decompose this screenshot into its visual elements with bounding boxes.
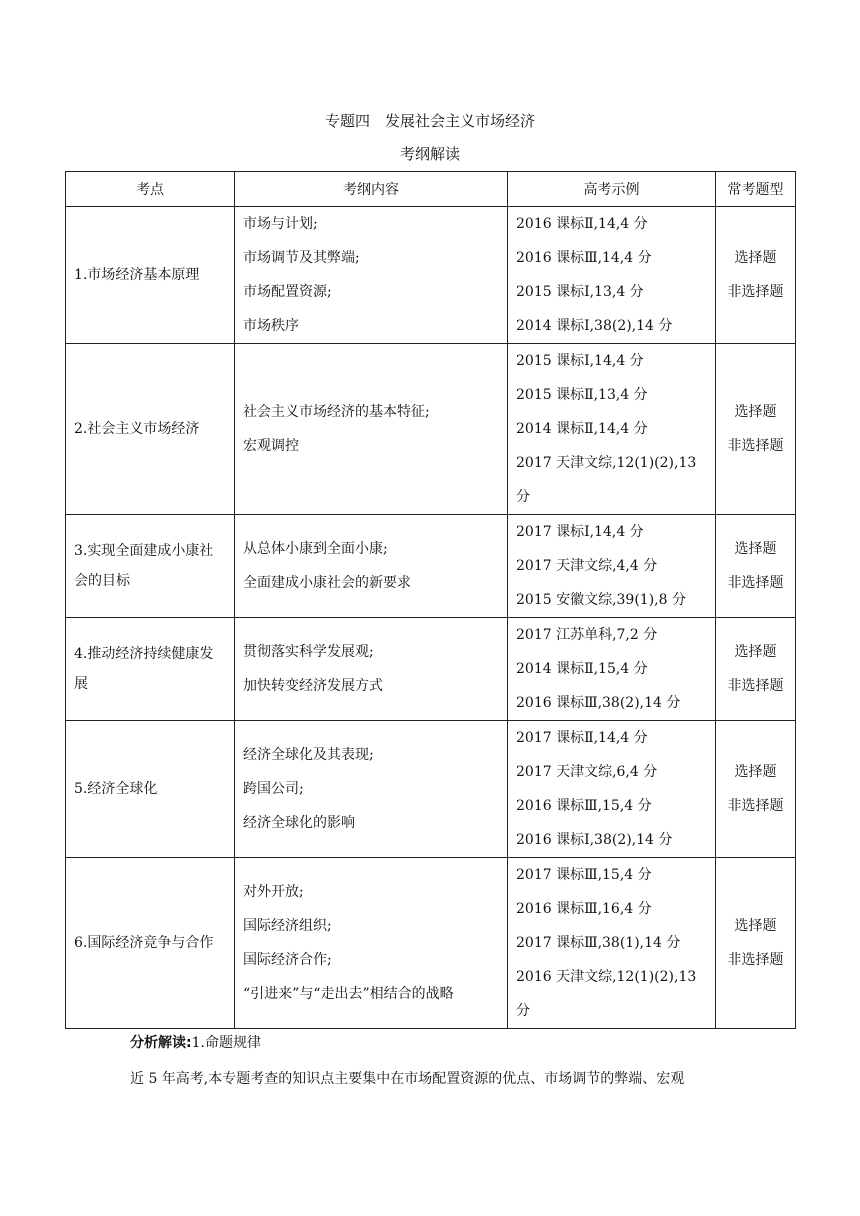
- content-line: 市场与计划;: [243, 216, 318, 232]
- table-row: [66, 344, 796, 515]
- question-type-cell: [716, 618, 796, 721]
- example-line: 2017 天津文综,4,4 分: [516, 558, 658, 574]
- exam-point-cell: 6.国际经济竞争与合作: [66, 858, 235, 1029]
- example-line: 2016 课标Ⅲ,14,4 分: [516, 250, 652, 266]
- section-subtitle: 考纲解读: [399, 145, 460, 163]
- example-line: 2015 课标Ⅰ,14,4 分: [516, 353, 644, 369]
- body-paragraph: 近 5 年高考,本专题考查的知识点主要集中在市场配置资源的优点、市场调节的弊端、宏观: [130, 1071, 685, 1087]
- question-type-line: 选择题: [734, 644, 777, 660]
- question-type-cell: [716, 515, 796, 618]
- example-line: 2015 课标Ⅱ,13,4 分: [516, 387, 648, 403]
- example-line: 2016 课标Ⅰ,38(2),14 分: [516, 832, 673, 848]
- outline-content-cell: [235, 618, 508, 721]
- question-type-line: 非选择题: [727, 438, 784, 454]
- exam-point-cell: 2.社会主义市场经济: [66, 344, 235, 515]
- outline-content-cell: [235, 858, 508, 1029]
- question-type-line: 选择题: [734, 250, 777, 266]
- example-line: 2017 课标Ⅱ,14,4 分: [516, 730, 648, 746]
- question-type-cell: [716, 344, 796, 515]
- question-type-line: 非选择题: [727, 284, 784, 300]
- question-type-line: 选择题: [734, 764, 777, 780]
- exam-point-cell: 5.经济全球化: [66, 721, 235, 858]
- content-line: 市场配置资源;: [243, 284, 332, 300]
- table-body: [66, 207, 796, 1029]
- table-row: [66, 207, 796, 344]
- question-type-line: 非选择题: [727, 952, 784, 968]
- header-question-type: 常考题型: [716, 172, 796, 207]
- exam-examples-cell: [508, 721, 716, 858]
- example-line: 2015 课标Ⅰ,13,4 分: [516, 284, 644, 300]
- exam-point-cell: 4.推动经济持续健康发展: [66, 618, 235, 721]
- exam-examples-cell: [508, 344, 716, 515]
- table-row: [66, 515, 796, 618]
- table-row: [66, 618, 796, 721]
- question-type-line: 选择题: [734, 404, 777, 420]
- example-line: 2017 天津文综,6,4 分: [516, 764, 658, 780]
- header-point: 考点: [66, 172, 235, 207]
- content-line: 对外开放;: [243, 884, 304, 900]
- content-line: 经济全球化及其表现;: [243, 747, 374, 763]
- content-line: “引进来”与“走出去”相结合的战略: [243, 986, 454, 1002]
- exam-examples-cell: [508, 207, 716, 344]
- example-line: 2017 江苏单科,7,2 分: [516, 627, 658, 643]
- example-line: 2016 课标Ⅱ,14,4 分: [516, 216, 648, 232]
- page-title: 专题四 发展社会主义市场经济: [324, 112, 535, 130]
- exam-examples-cell: [508, 618, 716, 721]
- table-row: [66, 858, 796, 1029]
- question-type-cell: [716, 207, 796, 344]
- exam-point-cell: 3.实现全面建成小康社会的目标: [66, 515, 235, 618]
- outline-content-cell: [235, 515, 508, 618]
- table-row: [66, 721, 796, 858]
- header-examples: 高考示例: [508, 172, 716, 207]
- example-line: 2014 课标Ⅱ,15,4 分: [516, 661, 648, 677]
- exam-examples-cell: [508, 515, 716, 618]
- content-line: 宏观调控: [243, 438, 299, 454]
- content-line: 社会主义市场经济的基本特征;: [243, 404, 430, 420]
- content-line: 经济全球化的影响: [243, 815, 355, 831]
- outline-content-cell: [235, 207, 508, 344]
- content-line: 市场调节及其弊端;: [243, 250, 360, 266]
- exam-examples-cell: [508, 858, 716, 1029]
- outline-content-cell: [235, 721, 508, 858]
- question-type-cell: [716, 721, 796, 858]
- outline-content-cell: [235, 344, 508, 515]
- content-line: 全面建成小康社会的新要求: [243, 575, 411, 591]
- example-line: 2017 课标Ⅰ,14,4 分: [516, 524, 644, 540]
- question-type-line: 非选择题: [727, 575, 784, 591]
- exam-point-cell: 1.市场经济基本原理: [66, 207, 235, 344]
- example-line: 2014 课标Ⅰ,38(2),14 分: [516, 318, 673, 334]
- content-line: 跨国公司;: [243, 781, 304, 797]
- example-line: 2014 课标Ⅱ,14,4 分: [516, 421, 648, 437]
- content-line: 加快转变经济发展方式: [243, 678, 383, 694]
- analysis-label: 分析解读:: [130, 1035, 192, 1051]
- question-type-cell: [716, 858, 796, 1029]
- question-type-line: 非选择题: [727, 798, 784, 814]
- example-line: 2016 天津文综,12(1)(2),13 分: [516, 969, 697, 1019]
- example-line: 2016 课标Ⅲ,38(2),14 分: [516, 695, 681, 711]
- content-line: 国际经济组织;: [243, 918, 332, 934]
- content-line: 贯彻落实科学发展观;: [243, 644, 374, 660]
- content-line: 国际经济合作;: [243, 952, 332, 968]
- question-type-line: 选择题: [734, 541, 777, 557]
- content-line: 从总体小康到全面小康;: [243, 541, 388, 557]
- header-content: 考纲内容: [235, 172, 508, 207]
- example-line: 2015 安徽文综,39(1),8 分: [516, 592, 686, 608]
- example-line: 2017 天津文综,12(1)(2),13 分: [516, 455, 697, 505]
- example-line: 2017 课标Ⅲ,15,4 分: [516, 867, 652, 883]
- exam-outline-table: [65, 171, 796, 1029]
- analysis-heading: 1.命题规律: [191, 1035, 261, 1051]
- question-type-line: 选择题: [734, 918, 777, 934]
- question-type-line: 非选择题: [727, 678, 784, 694]
- analysis-section: [130, 1032, 261, 1052]
- content-line: 市场秩序: [243, 318, 299, 334]
- example-line: 2017 课标Ⅲ,38(1),14 分: [516, 935, 681, 951]
- table-header-row: [66, 172, 796, 207]
- example-line: 2016 课标Ⅲ,16,4 分: [516, 901, 652, 917]
- example-line: 2016 课标Ⅲ,15,4 分: [516, 798, 652, 814]
